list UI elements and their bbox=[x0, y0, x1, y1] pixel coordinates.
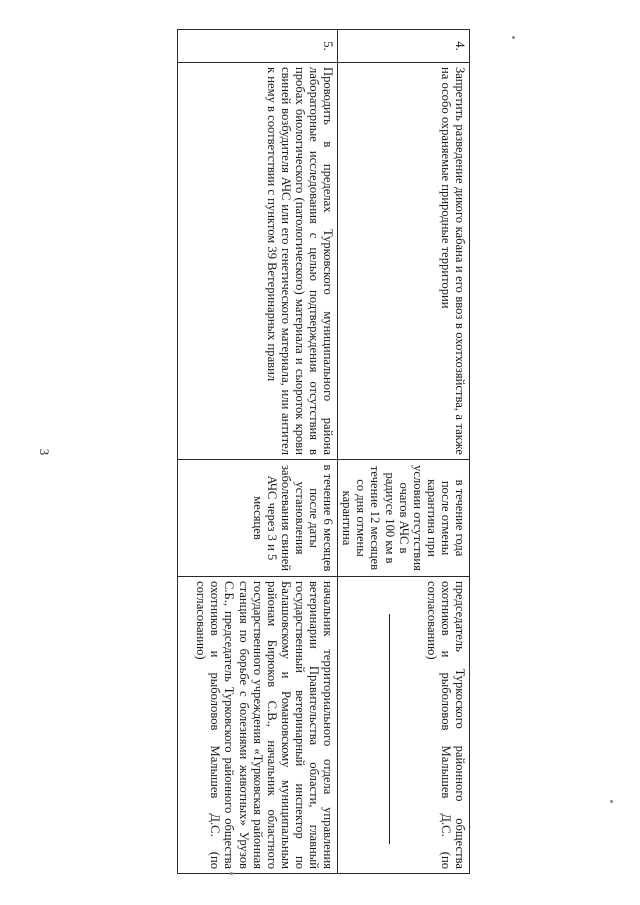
measures-table bbox=[177, 29, 470, 874]
term-cell: в течение 6 месяцев после даты установления заболевания свиней АЧС через 3 и 5 месяцев bbox=[178, 459, 338, 576]
scan-speck bbox=[512, 36, 515, 39]
table-row bbox=[178, 29, 338, 873]
term-cell: в течение года после отмены карантина при условии отсутствия очагов АЧС в радиусе 100 км в течение 12 месяцев со дня отмены карантина bbox=[338, 459, 470, 576]
measure-cell: Запретить разведение дикого кабана и его ввоз в охотхозяйства, а также на особо охраняемые природные территории bbox=[338, 62, 470, 459]
responsible-cell: начальник территориального отдела управления ветеринарии Правительства области, главный государственный ветеринарный инспектор по Балашовскому и Романовскому муниципальным районам Бирюков С.В., начальник областного государственного учреждения «Турковская районная станция по борьбе с болезнями животных» Урузов С.Б., председатель Турковского районного общества охотников и рыболовов Малышев Д.С. (по согласованию) bbox=[178, 576, 338, 873]
signature-divider-line bbox=[389, 614, 390, 844]
responsible-cell: председатель Туркоского районного общества охотников и рыболовов Малышев Д.С. (по согласованию) bbox=[338, 576, 470, 873]
page-number: 3 bbox=[37, 448, 52, 456]
scan-speck bbox=[230, 872, 233, 875]
row-number: 4. bbox=[338, 29, 470, 62]
scan-speck bbox=[610, 800, 613, 803]
table-row bbox=[338, 29, 470, 873]
measure-cell: Проводить в пределах Турковского муниципального района лабораторные исследования с целью подтверждения отсутствия в пробах биологического (патологического) материала и сыороток крови свиней возбудителя АЧС или его генетического материала, или антител к нему в соответствии с пунктом 39 Ветеринарных правил bbox=[178, 62, 338, 459]
row-number: 5. bbox=[178, 29, 338, 62]
rotated-sheet bbox=[170, 29, 470, 877]
